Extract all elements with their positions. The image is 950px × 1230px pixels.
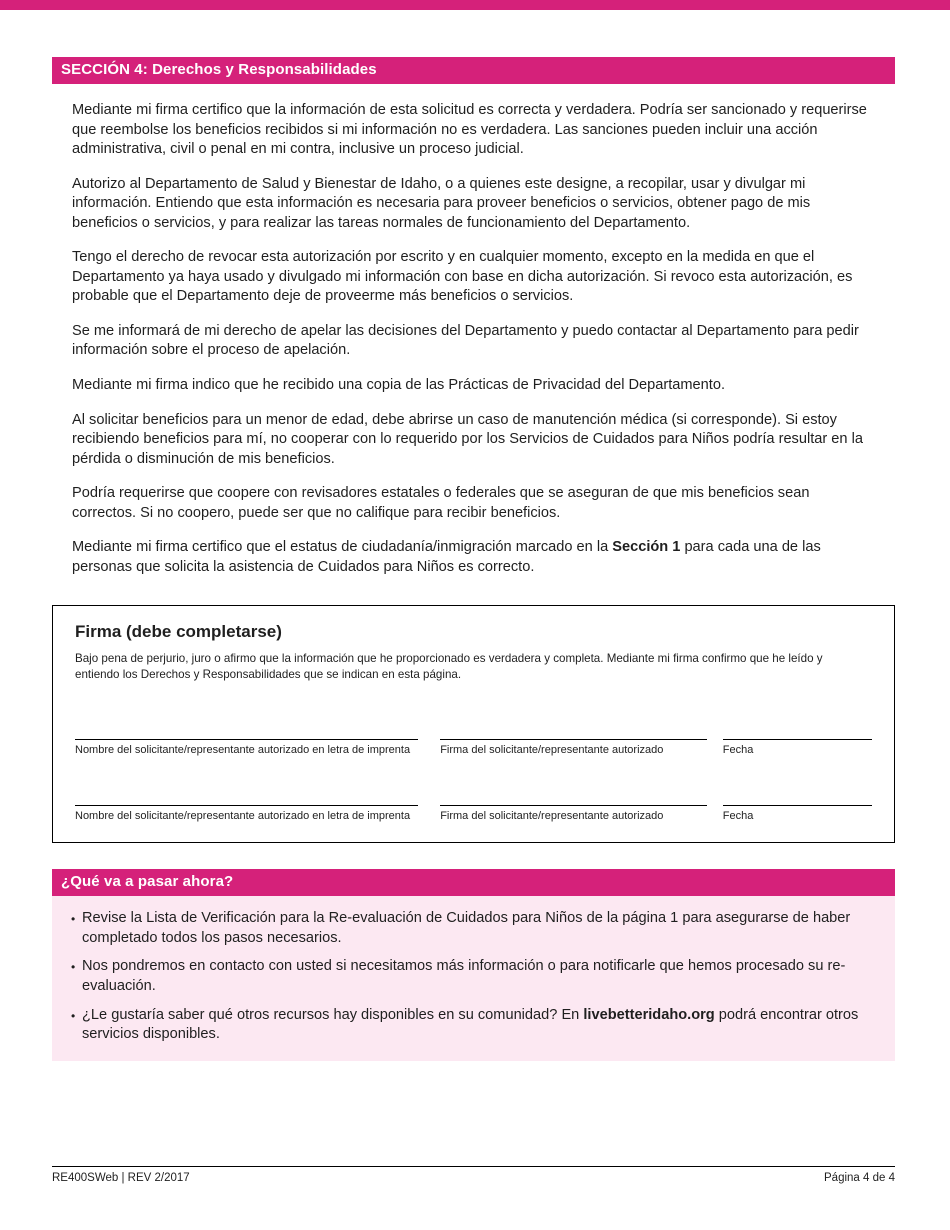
rights-paragraph-citizenship bbox=[72, 538, 877, 577]
rights-paragraphs bbox=[52, 84, 895, 577]
bullet-bold-text: livebetteridaho.org bbox=[583, 1006, 715, 1023]
bullet-text-part: Nos pondremos en contacto con usted si necesitamos más información o para notificarle que hemos procesado su re-evaluación. bbox=[82, 958, 846, 995]
signature-line-1[interactable] bbox=[440, 726, 707, 740]
page-content bbox=[52, 57, 895, 1061]
printed-name-field-1 bbox=[75, 726, 418, 756]
rights-paragraph: Podría requerirse que coopere con revisadores estatales o federales que se aseguran de que mis beneficios sean correctos. Si no coopero, puede ser que no califique para recibir beneficios. bbox=[72, 485, 810, 521]
date-line-1[interactable] bbox=[723, 726, 872, 740]
section4-title: SECCIÓN 4: Derechos y Responsabilidades bbox=[61, 61, 377, 78]
rights-paragraph: Tengo el derecho de revocar esta autorización por escrito y en cualquier momento, excepto en la medida en que el Departamento ya haya usado y divulgado mi información con base en dicha autorización. Si revoco esta autorización, es probable que el Departamento deje de proveerme más beneficios o servicios. bbox=[72, 249, 853, 305]
next-steps-header bbox=[52, 869, 895, 896]
date-label: Fecha bbox=[722, 743, 754, 756]
printed-name-line-2[interactable] bbox=[75, 792, 418, 806]
bullet-text bbox=[82, 957, 875, 996]
next-steps-bullet bbox=[70, 909, 875, 948]
bullet-marker: • bbox=[71, 1008, 76, 1023]
paragraph-bold-text: Sección 1 bbox=[612, 539, 681, 556]
date-field-1 bbox=[723, 726, 872, 756]
footer-form-number: RE400SWeb | REV 2/2017 bbox=[52, 1172, 190, 1184]
signature-line-2[interactable] bbox=[440, 792, 707, 806]
next-steps-bullet bbox=[70, 957, 875, 996]
date-field-2 bbox=[723, 792, 872, 822]
paragraph-text: Mediante mi firma certifico que el estatus de ciudadanía/inmigración marcado en la bbox=[72, 539, 613, 556]
footer-page-number: Página 4 de 4 bbox=[824, 1172, 895, 1184]
bullet-marker: • bbox=[71, 911, 76, 926]
bullet-text bbox=[82, 909, 875, 948]
printed-name-line-1[interactable] bbox=[75, 726, 418, 740]
bullet-text-part: podrá encontrar otros servicios disponibles. bbox=[82, 1006, 859, 1043]
printed-name-label: Nombre del solicitante/representante autorizado en letra de imprenta bbox=[75, 809, 411, 822]
printed-name-label: Nombre del solicitante/representante autorizado en letra de imprenta bbox=[75, 743, 411, 756]
rights-paragraph: Al solicitar beneficios para un menor de edad, debe abrirse un caso de manutención médica (si corresponde). Si estoy recibiendo beneficios para mí, no cooperar con lo requerido por los Servicios de Cuidados para Niños podría resultar en la pérdida o disminución de mis beneficios. bbox=[72, 411, 863, 467]
signature-row bbox=[75, 792, 872, 822]
page-footer bbox=[52, 1166, 895, 1184]
rights-paragraph: Mediante mi firma indico que he recibido una copia de las Prácticas de Privacidad del Departamento. bbox=[72, 377, 726, 394]
signature-label: Firma del solicitante/representante autorizado bbox=[440, 743, 664, 756]
date-label: Fecha bbox=[722, 809, 754, 822]
next-steps-bullet bbox=[70, 1006, 875, 1045]
rights-paragraph: Se me informará de mi derecho de apelar las decisiones del Departamento y puedo contactar al Departamento para pedir información sobre el proceso de apelación. bbox=[72, 322, 859, 359]
bullet-text-part: Revise la Lista de Verificación para la Re-evaluación de Cuidados para Niños de la página 1 para asegurarse de haber completado todos los pasos necesarios. bbox=[82, 909, 851, 946]
section4-header bbox=[52, 57, 895, 84]
signature-field-2 bbox=[440, 792, 707, 822]
signature-field-1 bbox=[440, 726, 707, 756]
paragraph-text: para cada una de las personas que solicita la asistencia de Cuidados para Niños es correcto. bbox=[72, 539, 821, 575]
date-line-2[interactable] bbox=[723, 792, 872, 806]
signature-box bbox=[52, 605, 895, 843]
printed-name-field-2 bbox=[75, 792, 418, 822]
signature-row bbox=[75, 726, 872, 756]
bullet-text-part: ¿Le gustaría saber qué otros recursos hay disponibles en su comunidad? En bbox=[82, 1006, 584, 1023]
signature-box-title: Firma (debe completarse) bbox=[75, 622, 282, 642]
next-steps-title: ¿Qué va a pasar ahora? bbox=[61, 872, 234, 890]
rights-paragraph: Mediante mi firma certifico que la información de esta solicitud es correcta y verdadera. Podría ser sancionado y requerirse que reembolse los beneficios recibidos si mi información no es verdadera. Las sanciones pueden incluir una acción administrativa, civil o penal en mi contra, inclusive un proceso judicial. bbox=[72, 102, 867, 158]
page-top-accent-bar bbox=[0, 0, 950, 10]
signature-box-intro: Bajo pena de perjurio, juro o afirmo que la información que he proporcionado es verdadera y completa. Mediante mi firma confirmo que he leído y entiendo los Derechos y Responsabilidades que se indican en esta página. bbox=[75, 652, 823, 681]
next-steps-panel bbox=[52, 896, 895, 1061]
signature-label: Firma del solicitante/representante autorizado bbox=[440, 809, 664, 822]
bullet-marker: • bbox=[71, 960, 76, 975]
bullet-text bbox=[82, 1006, 875, 1045]
rights-paragraph: Autorizo al Departamento de Salud y Bienestar de Idaho, o a quienes este designe, a recopilar, usar y divulgar mi información. Entiendo que esta información es necesaria para proveer beneficios o servicios, obtener pago de mis beneficios o servicios, y para realizar las tareas normales de funcionamiento del Departamento. bbox=[72, 175, 811, 231]
